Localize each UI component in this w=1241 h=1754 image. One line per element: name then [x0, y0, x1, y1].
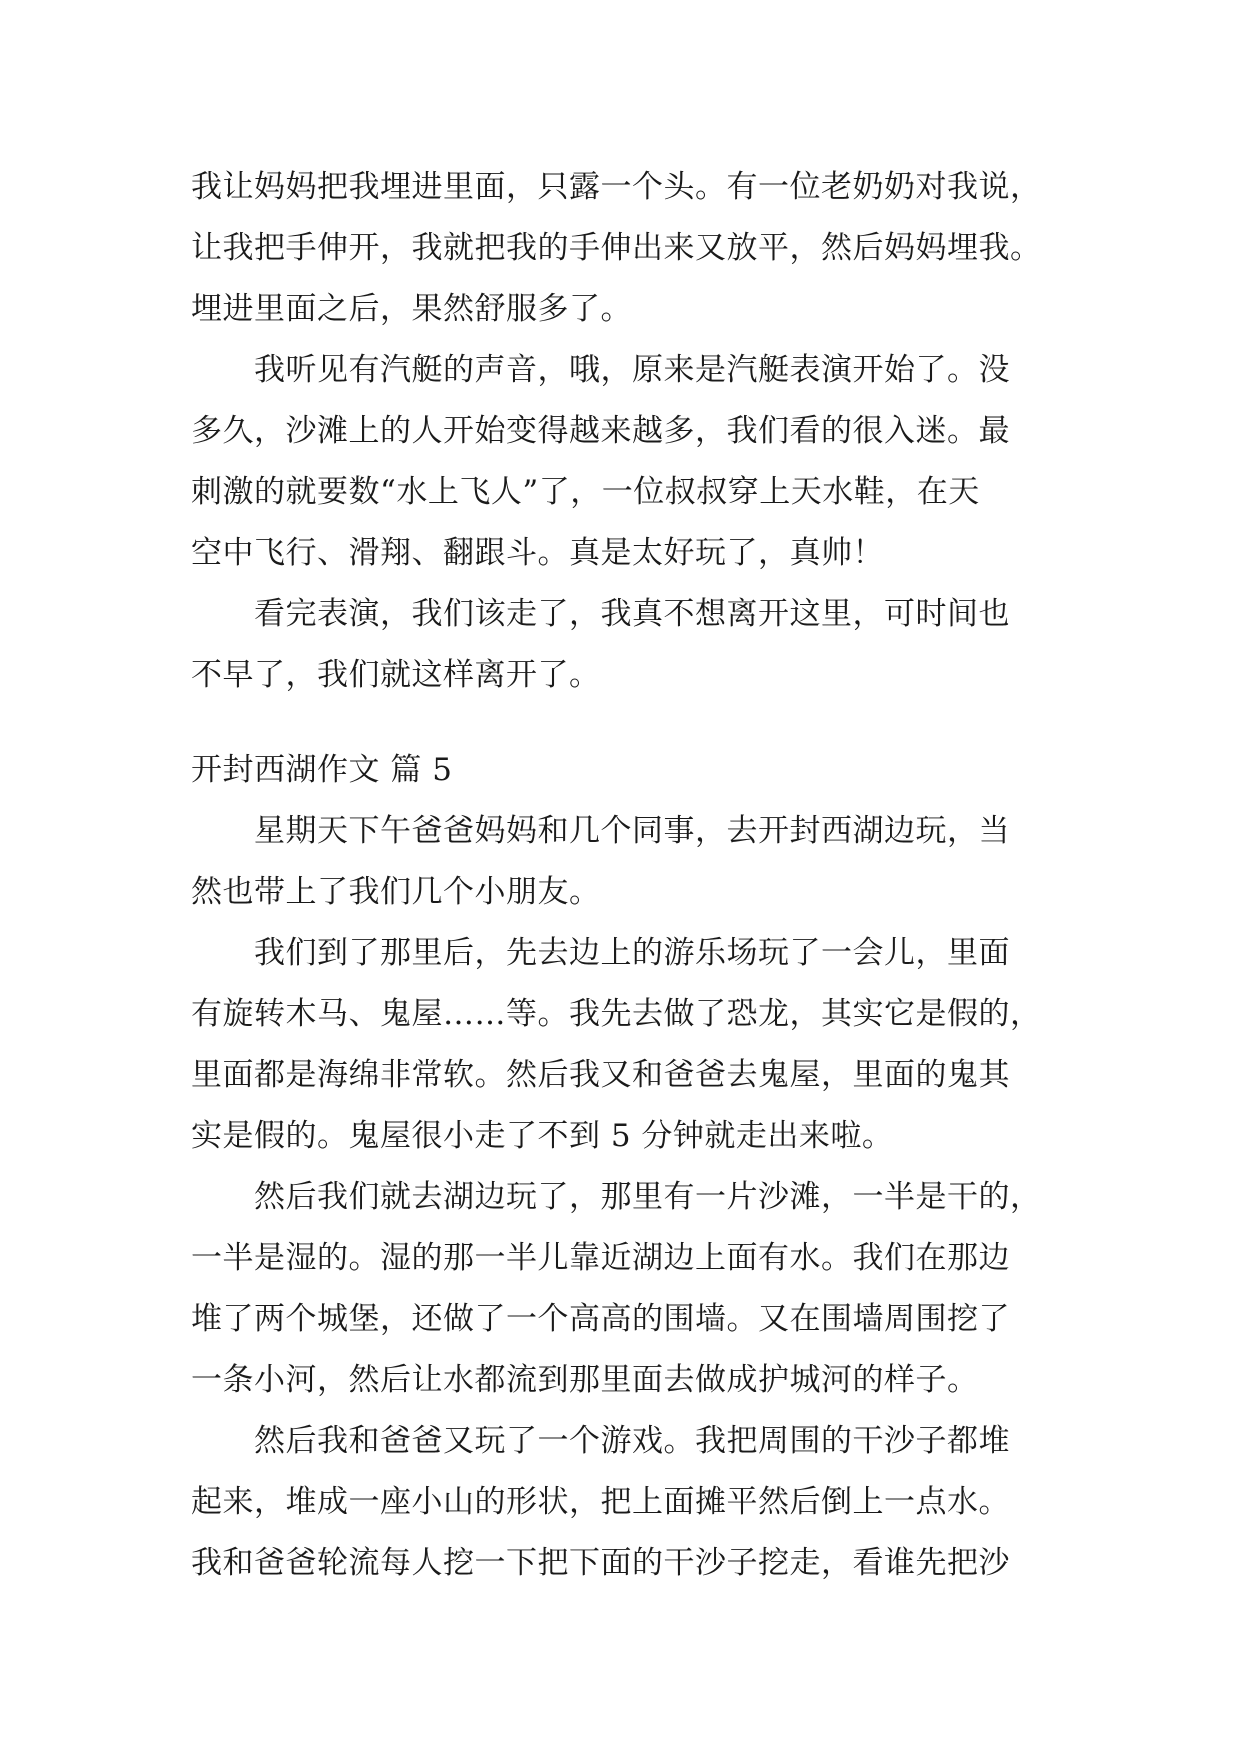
text-line: 然也带上了我们几个小朋友。	[191, 874, 601, 910]
text-line: 星期天下午爸爸妈妈和几个同事，去开封西湖边玩，当	[191, 813, 1010, 849]
text-line: 不早了，我们就这样离开了。	[191, 657, 601, 693]
text-line: 空中飞行、滑翔、翻跟斗。真是太好玩了，真帅！	[191, 535, 884, 571]
text-line: 埋进里面之后，果然舒服多了。	[191, 291, 632, 327]
text-line: 一条小河，然后让水都流到那里面去做成护城河的样子。	[191, 1362, 979, 1398]
text-line: 刺激的就要数“水上飞人”了，一位叔叔穿上天水鞋，在天	[191, 474, 980, 510]
text-line: 多久，沙滩上的人开始变得越来越多，我们看的很入迷。最	[191, 413, 1010, 449]
text-line: 里面都是海绵非常软。然后我又和爸爸去鬼屋，里面的鬼其	[191, 1057, 1010, 1093]
text-line: 然后我们就去湖边玩了，那里有一片沙滩，一半是干的，	[191, 1179, 1042, 1215]
text-line: 我让妈妈把我埋进里面，只露一个头。有一位老奶奶对我说，	[191, 169, 1042, 205]
text-line: 起来，堆成一座小山的形状，把上面摊平然后倒上一点水。	[191, 1484, 1010, 1520]
text-line: 我和爸爸轮流每人挖一下把下面的干沙子挖走，看谁先把沙	[191, 1545, 1010, 1581]
text-line: 我们到了那里后，先去边上的游乐场玩了一会儿，里面	[191, 935, 1010, 971]
text-line: 让我把手伸开，我就把我的手伸出来又放平，然后妈妈埋我。	[191, 230, 1042, 266]
section-heading: 开封西湖作文 篇 5	[191, 752, 453, 788]
text-line: 有旋转木马、鬼屋……等。我先去做了恐龙，其实它是假的，	[191, 996, 1042, 1032]
text-line: 我听见有汽艇的声音，哦，原来是汽艇表演开始了。没	[191, 352, 1010, 388]
text-line: 实是假的。鬼屋很小走了不到 5 分钟就走出来啦。	[191, 1118, 894, 1154]
text-line: 然后我和爸爸又玩了一个游戏。我把周围的干沙子都堆	[191, 1423, 1010, 1459]
text-line: 一半是湿的。湿的那一半儿靠近湖边上面有水。我们在那边	[191, 1240, 1010, 1276]
text-line: 看完表演，我们该走了，我真不想离开这里，可时间也	[191, 596, 1010, 632]
text-line: 堆了两个城堡，还做了一个高高的围墙。又在围墙周围挖了	[191, 1301, 1010, 1337]
